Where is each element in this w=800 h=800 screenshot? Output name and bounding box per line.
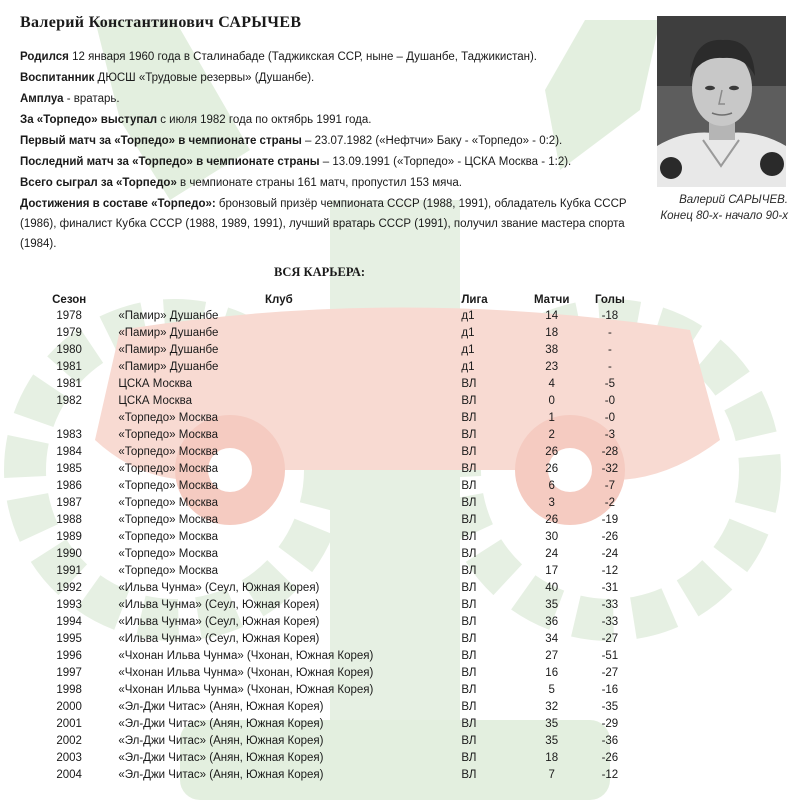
cell-league: ВЛ (461, 412, 477, 424)
table-row (0, 478, 640, 495)
cell-goals: -2 (604, 497, 615, 509)
cell-matches: 30 (545, 531, 559, 543)
cell-club: «Торпедо» Москва (118, 497, 219, 509)
cell-club: «Памир» Душанбе (118, 361, 219, 373)
cell-goals: -19 (601, 514, 619, 526)
cell-matches: 32 (545, 701, 559, 713)
table-row (0, 631, 640, 648)
header-season: Сезон (52, 293, 87, 306)
table-row (0, 512, 640, 529)
cell-goals: -7 (604, 480, 615, 492)
player-photo (657, 16, 786, 187)
header-goals: Голы (594, 293, 625, 306)
cell-matches: 36 (545, 616, 559, 628)
cell-league: ВЛ (461, 446, 477, 458)
cell-season: 1981 (56, 361, 82, 373)
cell-season: 1993 (56, 599, 82, 611)
cell-club: «Торпедо» Москва (118, 429, 219, 441)
fact-last-match: Последний матч за «Торпедо» в чемпионате страны – 13.09.1991 («Торпедо» - ЦСКА Москва - 1:2). (20, 156, 572, 168)
cell-league: ВЛ (461, 718, 477, 730)
cell-league: ВЛ (461, 463, 477, 475)
cell-season: 1988 (56, 514, 82, 526)
header-matches: Матчи (533, 293, 570, 306)
header-club: Клуб (265, 293, 293, 306)
cell-club: «Ильва Чунма» (Сеул, Южная Корея) (118, 633, 320, 645)
table-header-row (0, 291, 640, 308)
cell-club: «Торпедо» Москва (118, 514, 219, 526)
cell-matches: 27 (545, 650, 559, 662)
cell-club: ЦСКА Москва (118, 395, 192, 407)
cell-matches: 34 (545, 633, 559, 645)
cell-goals: -28 (601, 446, 619, 458)
cell-club: «Памир» Душанбе (118, 344, 219, 356)
header-league: Лига (461, 293, 488, 306)
career-table (0, 291, 640, 784)
table-row (0, 563, 640, 580)
table-row (0, 359, 640, 376)
cell-league: д1 (461, 361, 475, 373)
fact-first-match: Первый матч за «Торпедо» в чемпионате страны – 23.07.1982 («Нефтчи» Баку - «Торпедо» - 0:2). (20, 135, 563, 147)
cell-matches: 26 (545, 514, 559, 526)
cell-league: д1 (461, 344, 475, 356)
cell-matches: 6 (548, 480, 555, 492)
cell-goals: -26 (601, 752, 619, 764)
cell-club: «Торпедо» Москва (118, 565, 219, 577)
cell-league: ВЛ (461, 735, 477, 747)
photo-caption-name: Валерий САРЫЧЕВ. (679, 194, 788, 206)
cell-season (0, 410, 118, 427)
cell-club: «Эл-Джи Читас» (Анян, Южная Корея) (118, 769, 324, 781)
cell-matches: 35 (545, 718, 559, 730)
cell-club: «Чхонан Ильва Чунма» (Чхонан, Южная Корея) (118, 667, 374, 679)
cell-season: 1992 (56, 582, 82, 594)
cell-club: «Торпедо» Москва (118, 412, 219, 424)
cell-league: ВЛ (461, 582, 477, 594)
table-row (0, 529, 640, 546)
photo-caption (640, 192, 788, 224)
cell-matches: 40 (545, 582, 559, 594)
cell-matches: 16 (545, 667, 559, 679)
table-row (0, 699, 640, 716)
cell-league: д1 (461, 310, 475, 322)
cell-league: ВЛ (461, 531, 477, 543)
fact-position: Амплуа - вратарь. (20, 93, 120, 105)
cell-league: ВЛ (461, 650, 477, 662)
cell-goals: -31 (601, 582, 619, 594)
cell-goals: -33 (601, 616, 619, 628)
cell-league: ВЛ (461, 701, 477, 713)
cell-season: 1983 (56, 429, 82, 441)
cell-goals: -16 (601, 684, 619, 696)
table-row (0, 614, 640, 631)
cell-goals: -32 (601, 463, 619, 475)
cell-club: «Ильва Чунма» (Сеул, Южная Корея) (118, 582, 320, 594)
cell-league: д1 (461, 327, 475, 339)
cell-matches: 0 (548, 395, 555, 407)
photo-caption-period: Конец 80-х- начало 90-х (660, 210, 788, 222)
cell-season: 1978 (56, 310, 82, 322)
table-row (0, 342, 640, 359)
cell-matches: 35 (545, 735, 559, 747)
cell-matches: 18 (545, 752, 559, 764)
cell-matches: 23 (545, 361, 559, 373)
cell-club: «Торпедо» Москва (118, 480, 219, 492)
cell-matches: 18 (545, 327, 559, 339)
cell-season: 2001 (56, 718, 82, 730)
cell-league: ВЛ (461, 599, 477, 611)
cell-league: ВЛ (461, 633, 477, 645)
cell-season: 1991 (56, 565, 82, 577)
cell-season: 1984 (56, 446, 82, 458)
cell-season: 1995 (56, 633, 82, 645)
cell-season: 1990 (56, 548, 82, 560)
cell-season: 1980 (56, 344, 82, 356)
cell-matches: 4 (548, 378, 555, 390)
cell-goals: - (607, 361, 612, 373)
cell-league: ВЛ (461, 497, 477, 509)
table-row (0, 376, 640, 393)
cell-season: 2003 (56, 752, 82, 764)
cell-club: «Эл-Джи Читас» (Анян, Южная Корея) (118, 735, 324, 747)
cell-matches: 35 (545, 599, 559, 611)
cell-season: 2000 (56, 701, 82, 713)
cell-matches: 5 (548, 684, 555, 696)
cell-matches: 14 (545, 310, 559, 322)
cell-club: «Торпедо» Москва (118, 548, 219, 560)
table-row (0, 750, 640, 767)
fact-achievements: Достижения в составе «Торпедо»: бронзовый призёр чемпионата СССР (1988, 1991), обладатель Кубка СССР (1986), финалист Кубка СССР (1988, 1989, 1991), лучший вратарь СССР (1991), получил звание мастера спорта (1984). (20, 198, 627, 250)
cell-season: 1982 (56, 395, 82, 407)
cell-season: 1985 (56, 463, 82, 475)
cell-goals: -36 (601, 735, 619, 747)
cell-club: «Эл-Джи Читас» (Анян, Южная Корея) (118, 701, 324, 713)
cell-league: ВЛ (461, 684, 477, 696)
cell-club: «Торпедо» Москва (118, 463, 219, 475)
cell-matches: 24 (545, 548, 559, 560)
cell-season: 1987 (56, 497, 82, 509)
cell-season: 1998 (56, 684, 82, 696)
table-row (0, 444, 640, 461)
cell-goals: - (607, 344, 612, 356)
cell-season: 1997 (56, 667, 82, 679)
cell-league: ВЛ (461, 565, 477, 577)
cell-club: «Памир» Душанбе (118, 327, 219, 339)
cell-club: «Памир» Душанбе (118, 310, 219, 322)
cell-matches: 2 (548, 429, 555, 441)
career-heading: ВСЯ КАРЬЕРА: (274, 265, 366, 279)
fact-birth: Родился 12 января 1960 года в Сталинабаде (Таджикская ССР, ныне – Душанбе, Таджикистан). (20, 51, 537, 63)
cell-goals: -29 (601, 718, 619, 730)
cell-goals: -18 (601, 310, 619, 322)
career-rows (0, 308, 640, 784)
table-row (0, 682, 640, 699)
cell-goals: -3 (604, 429, 615, 441)
table-row (0, 546, 640, 563)
table-row (0, 716, 640, 733)
table-row (0, 325, 640, 342)
cell-club: «Чхонан Ильва Чунма» (Чхонан, Южная Корея) (118, 650, 374, 662)
cell-league: ВЛ (461, 548, 477, 560)
table-row (0, 597, 640, 614)
table-row (0, 393, 640, 410)
cell-goals: -51 (601, 650, 619, 662)
cell-season: 1989 (56, 531, 82, 543)
cell-league: ВЛ (461, 514, 477, 526)
cell-goals: -27 (601, 667, 619, 679)
cell-goals: -5 (604, 378, 615, 390)
cell-league: ВЛ (461, 616, 477, 628)
table-row (0, 767, 640, 784)
cell-season: 2002 (56, 735, 82, 747)
cell-season: 1996 (56, 650, 82, 662)
cell-matches: 1 (548, 412, 555, 424)
cell-league: ВЛ (461, 395, 477, 407)
cell-league: ВЛ (461, 769, 477, 781)
table-row (0, 495, 640, 512)
cell-goals: -0 (604, 412, 615, 424)
cell-league: ВЛ (461, 429, 477, 441)
cell-goals: -12 (601, 769, 619, 781)
cell-club: «Торпедо» Москва (118, 446, 219, 458)
cell-league: ВЛ (461, 752, 477, 764)
cell-club: «Чхонан Ильва Чунма» (Чхонан, Южная Корея) (118, 684, 374, 696)
bio-facts (20, 47, 652, 254)
cell-goals: -35 (601, 701, 619, 713)
cell-matches: 26 (545, 446, 559, 458)
cell-club: «Торпедо» Москва (118, 531, 219, 543)
cell-goals: -27 (601, 633, 619, 645)
table-row (0, 461, 640, 478)
cell-season: 2004 (56, 769, 82, 781)
table-row (0, 308, 640, 325)
cell-season: 1994 (56, 616, 82, 628)
table-row (0, 427, 640, 444)
cell-goals: -26 (601, 531, 619, 543)
cell-goals: -24 (601, 548, 619, 560)
cell-goals: -0 (604, 395, 615, 407)
cell-season: 1979 (56, 327, 82, 339)
cell-club: «Эл-Джи Читас» (Анян, Южная Корея) (118, 718, 324, 730)
fact-torpedo-period: За «Торпедо» выступал с июля 1982 года по октябрь 1991 года. (20, 114, 372, 126)
cell-goals: -33 (601, 599, 619, 611)
cell-matches: 38 (545, 344, 559, 356)
cell-season: 1981 (56, 378, 82, 390)
table-row (0, 410, 640, 427)
fact-youth-school: Воспитанник ДЮСШ «Трудовые резервы» (Душанбе). (20, 72, 315, 84)
cell-league: ВЛ (461, 378, 477, 390)
cell-matches: 17 (545, 565, 559, 577)
cell-club: «Эл-Джи Читас» (Анян, Южная Корея) (118, 752, 324, 764)
cell-club: «Ильва Чунма» (Сеул, Южная Корея) (118, 616, 320, 628)
table-row (0, 733, 640, 750)
cell-season: 1986 (56, 480, 82, 492)
cell-league: ВЛ (461, 667, 477, 679)
table-row (0, 665, 640, 682)
cell-club: «Ильва Чунма» (Сеул, Южная Корея) (118, 599, 320, 611)
cell-matches: 7 (548, 769, 555, 781)
cell-matches: 26 (545, 463, 559, 475)
fact-total-matches: Всего сыграл за «Торпедо» в чемпионате страны 161 матч, пропустил 153 мяча. (20, 177, 462, 189)
table-row (0, 580, 640, 597)
cell-matches: 3 (548, 497, 555, 509)
cell-goals: -12 (601, 565, 619, 577)
page-title: Валерий Константинович САРЫЧЕВ (20, 14, 302, 31)
cell-goals: - (607, 327, 612, 339)
cell-club: ЦСКА Москва (118, 378, 192, 390)
table-row (0, 648, 640, 665)
cell-league: ВЛ (461, 480, 477, 492)
